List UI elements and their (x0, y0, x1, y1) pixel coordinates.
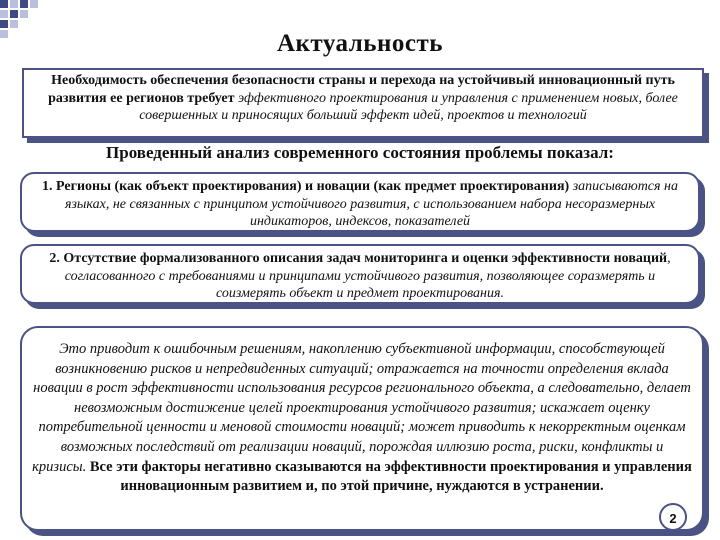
slide-title: Актуальность (276, 30, 444, 57)
corner-decoration-square (10, 0, 18, 8)
analysis-heading: Проведенный анализ современного состояния проблемы показал: (106, 143, 614, 162)
page-number: 2 (659, 503, 687, 531)
intro-bold-text: Необходимость обеспечения безопасности страны и перехода на устойчивый инновационный путь развития ее регионов требует (48, 73, 675, 106)
point-2-italic-text: , согласованного с требованиями и принципами устойчивого развития, позволяющее соразмерять и соизмерять объект и предмет проектирования. (64, 251, 671, 301)
corner-decoration-square (20, 0, 28, 8)
point-1-bold-text: 1. Регионы (как объект проектирования) и новации (как предмет проектирования) (42, 179, 570, 194)
corner-decoration-square (20, 10, 28, 18)
corner-decoration-square (30, 0, 38, 8)
consequence-bold-text: Все эти факторы негативно сказываются на эффективности проектирования и управления инновационным развитием и, по этой причине, нуждаются в устранении. (89, 458, 692, 495)
point-2-bold-text: 2. Отсутствие формализованного описания задач мониторинга и оценки эффективности новаций (49, 251, 668, 266)
point-2-box (20, 244, 700, 304)
point-1-italic-text: записываются на языках, не связанных с принципом устойчивого развития, с использованием набора несоразмерных индикаторов, индексов, показателей (64, 179, 678, 229)
corner-decoration-square (10, 20, 18, 28)
corner-decoration-square (0, 20, 8, 28)
point-1-box (20, 172, 700, 232)
consequence-italic-text: Это приводит к ошибочным решениям, накоплению субъективной информации, способствующей возникновению рисков и непредвиденных ситуаций; отражается на точности определения вклада новации в рост эффективности использования ресурсов регионального объекта, а следовательно, делает невозможным достижение целей проектирования устойчивого развития; искажает оценку потребительной ценности и меновой стоимости новаций; может приводить к некорректным оценкам возможных последствий от реализации новаций, порождая иллюзию роста, риски, конфликты и кризисы. (32, 341, 691, 475)
corner-decoration-square (0, 0, 8, 8)
consequence-box (20, 326, 704, 531)
intro-box (22, 68, 704, 138)
intro-italic-text: эффективного проектирования и управления с применением новых, более совершенных и приносящих больший эффект идей, проектов и технологий (139, 90, 678, 123)
corner-decoration-square (0, 10, 8, 18)
corner-decoration-square (10, 10, 18, 18)
